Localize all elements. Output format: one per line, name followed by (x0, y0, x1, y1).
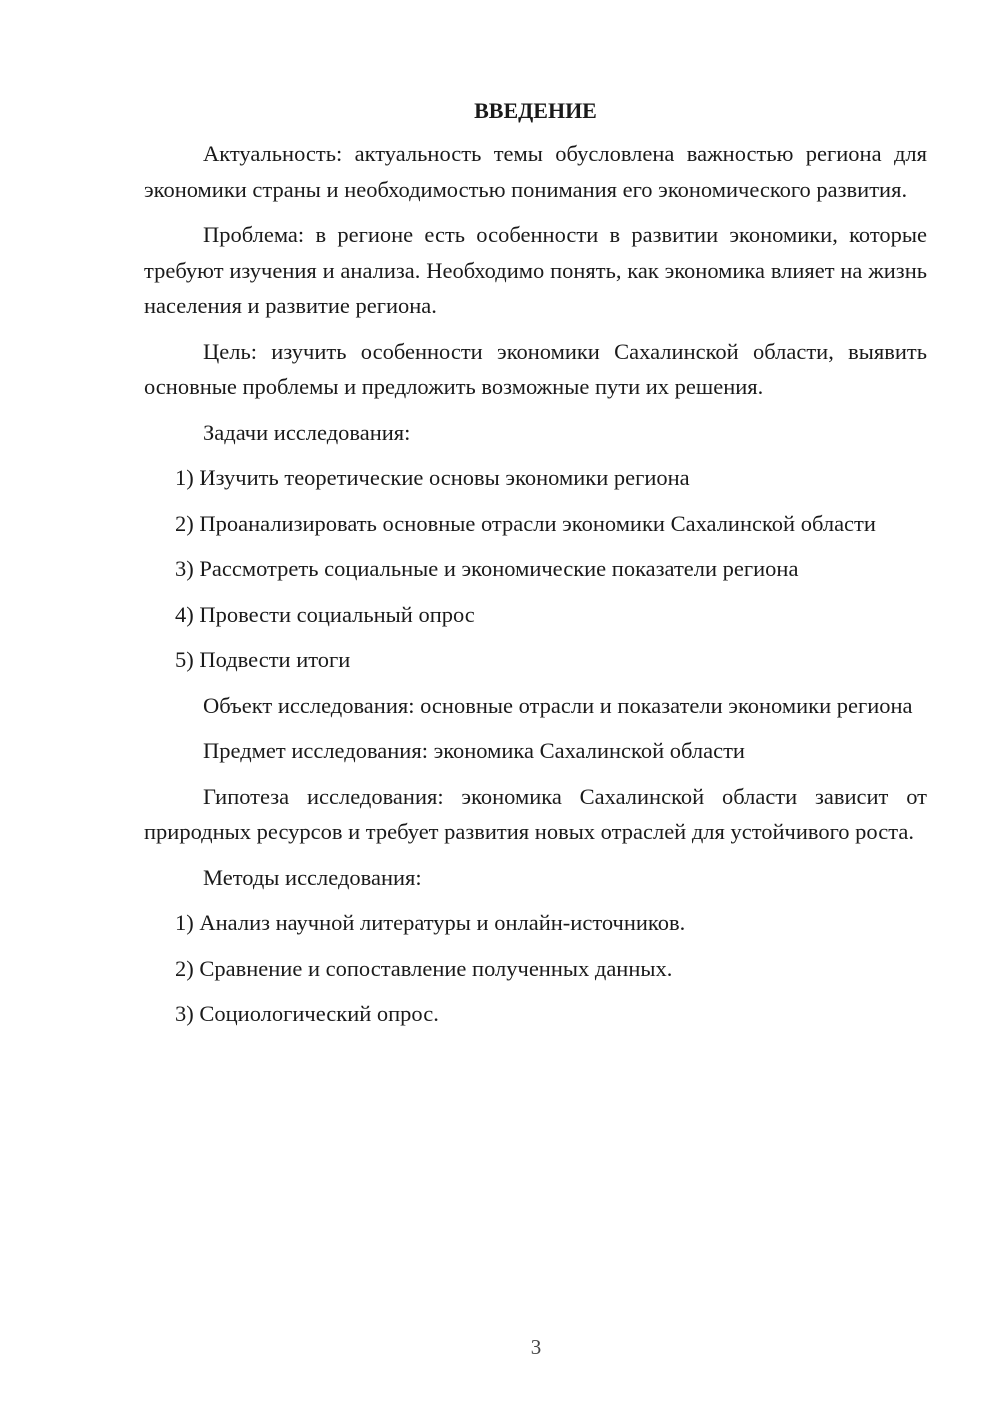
page-number: 3 (530, 1335, 542, 1359)
task-item: 1) Изучить теоретические основы экономики региона (175, 465, 690, 490)
tasks-heading: Задачи исследования: (203, 419, 411, 445)
method-item: 1) Анализ научной литературы и онлайн-источников. (175, 910, 686, 935)
task-item: 4) Провести социальный опрос (175, 601, 475, 627)
task-item: 5) Подвести итоги (175, 647, 351, 672)
relevance-paragraph: Актуальность: актуальность темы обусловлена важностью региона для экономики страны и необходимостью понимания его экономического развития. (144, 141, 927, 202)
page-title: ВВЕДЕНИЕ (474, 98, 597, 123)
hypothesis-paragraph: Гипотеза исследования: экономика Сахалинской области зависит от природных ресурсов и требует развития новых отраслей для устойчивого роста. (144, 783, 927, 844)
subject-paragraph: Предмет исследования: экономика Сахалинской области (203, 738, 745, 763)
object-paragraph: Объект исследования: основные отрасли и показатели экономики региона (203, 692, 913, 718)
methods-heading: Методы исследования: (203, 864, 422, 890)
method-item: 3) Социологический опрос. (175, 1001, 439, 1026)
method-item: 2) Сравнение и сопоставление полученных данных. (175, 955, 673, 981)
task-item: 3) Рассмотреть социальные и экономические показатели региона (175, 556, 799, 581)
goal-paragraph: Цель: изучить особенности экономики Сахалинской области, выявить основные проблемы и предложить возможные пути их решения. (144, 338, 927, 399)
task-item: 2) Проанализировать основные отрасли экономики Сахалинской области (175, 510, 876, 536)
page-body (144, 96, 927, 1042)
problem-paragraph: Проблема: в регионе есть особенности в развитии экономики, которые требуют изучения и анализа. Необходимо понять, как экономика влияет на жизнь населения и развитие региона. (144, 222, 927, 318)
